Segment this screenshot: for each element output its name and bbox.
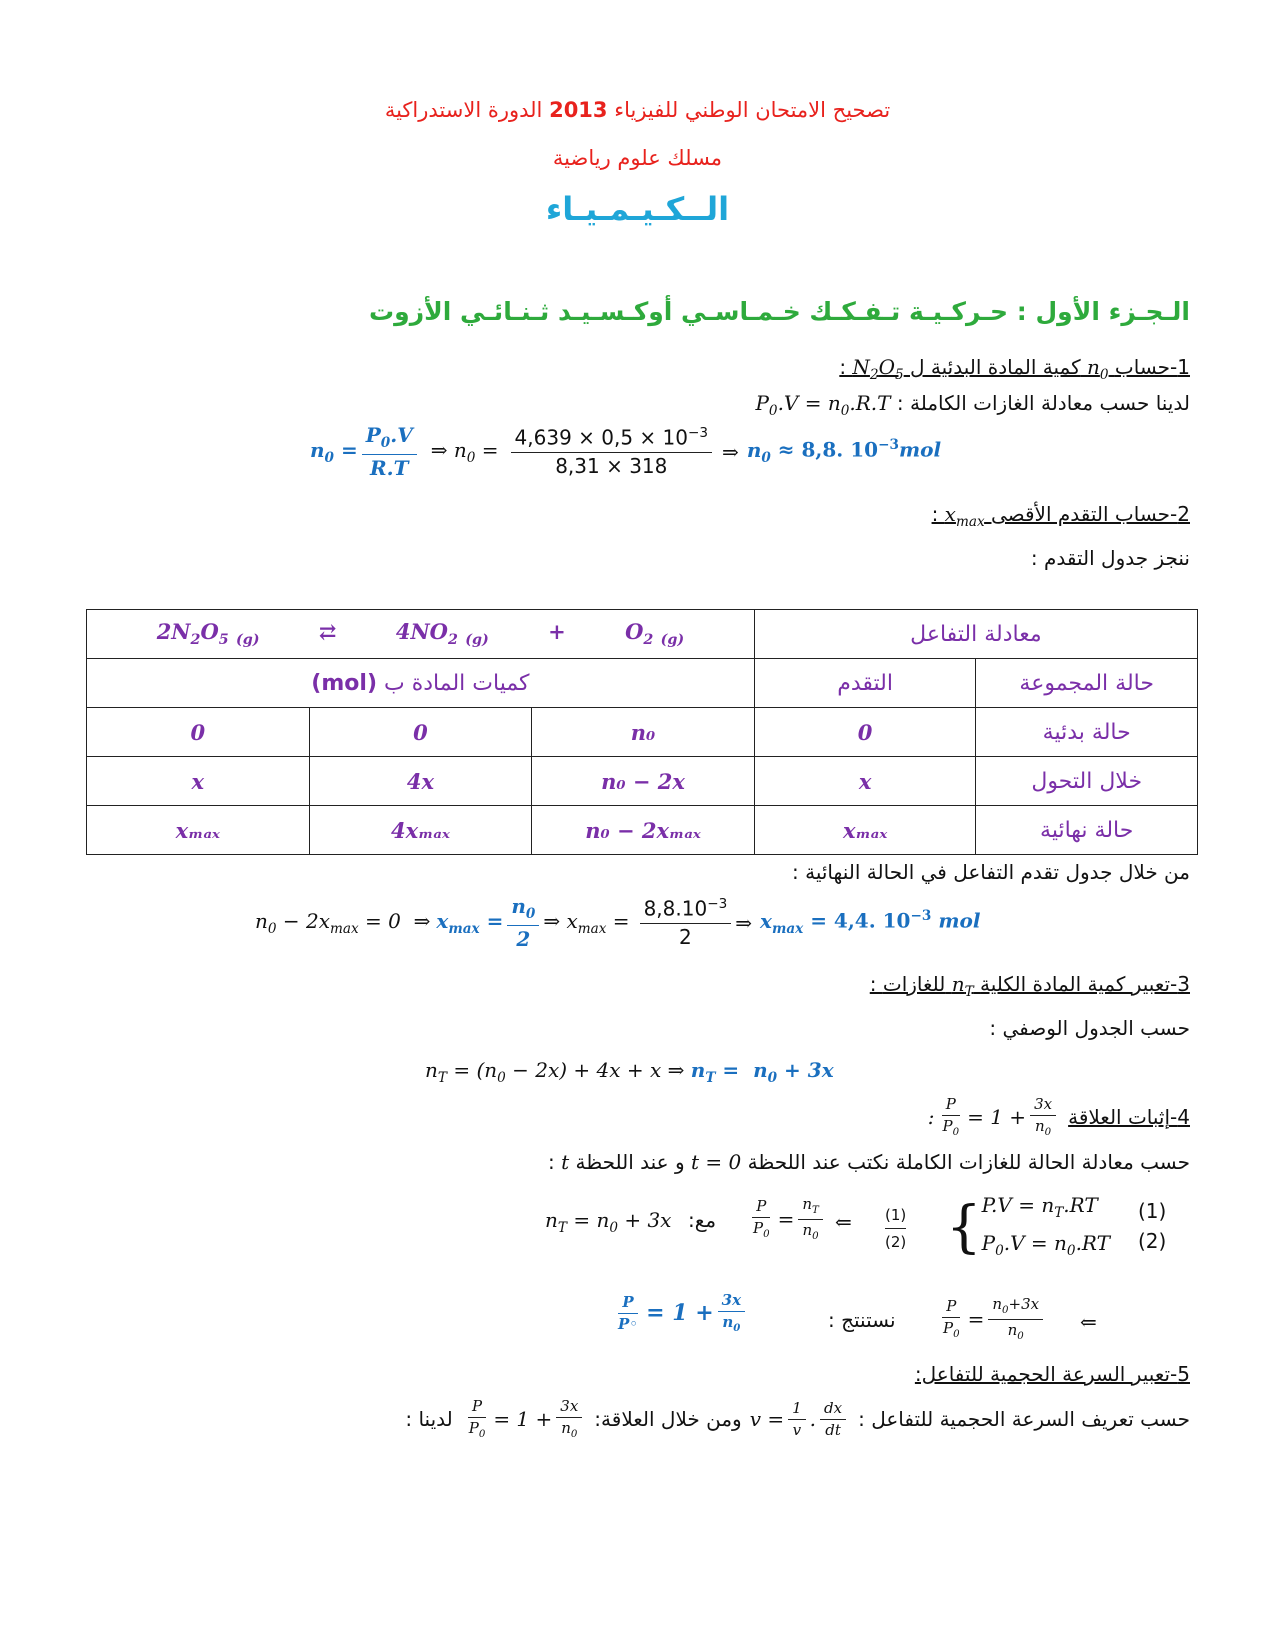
n0-result-exp: −3 bbox=[878, 437, 899, 454]
q1-heading: 1-حساب $n_0$ كمية المادة البدئية ل $N_2O_5$ : bbox=[839, 355, 1190, 383]
equation-cell: $2N_2O_5$ $_{(g)}$ ⇄ $4NO_2$ $_{(g)}$ + $O_2$ $_{(g)}$ bbox=[87, 610, 755, 659]
q1-intro: لدينا حسب معادلة الغازات الكاملة : bbox=[896, 391, 1190, 415]
ideal-gas-equation: $P_0.V = n_0.R.T$ bbox=[742, 391, 891, 419]
q2-intro: ننجز جدول التقدم : bbox=[1030, 546, 1190, 570]
title-part1: تصحيح الامتحان الوطني للفيزياء bbox=[614, 98, 891, 122]
xmax-symbol: $x_{max}$ bbox=[944, 502, 985, 530]
n0-formula-fraction: $\frac{P_0.V}{R.T}$ bbox=[362, 424, 417, 480]
title-part2: الدورة الاستدراكية bbox=[384, 98, 543, 122]
q1-heading-mid: كمية المادة البدئية ل bbox=[910, 355, 1081, 379]
subject-heading: الــكـيـمـيـاء bbox=[545, 190, 730, 228]
n0-result: $n_0 \approx 8,8$. $10^{-3}mol$ bbox=[746, 437, 942, 467]
gas-system: { $P.V = n_T.RT$ $P_0.V = n_0.RT$ bbox=[946, 1193, 1110, 1260]
q5-intro: حسب تعريف السرعة الحجمية للتفاعل : v = $\frac{1}{v}$ . $\frac{dx}{dt}$ ومن خلال العلاقة: $\frac{P}{P_0}$ = 1 + $\frac{3x}{n_0}$ لدينا : bbox=[405, 1397, 1190, 1441]
q3-intro: حسب الجدول الوصفي : bbox=[989, 1016, 1190, 1040]
table-row: 0 0 n₀ 0 حالة بدئية bbox=[87, 708, 1198, 757]
n0-numerator-exp: −3 bbox=[688, 424, 709, 441]
q4-relation: : $\frac{P}{P_0}$ = 1 + $\frac{3x}{n_0}$ bbox=[928, 1096, 1060, 1139]
document-title bbox=[0, 98, 1275, 122]
q1-heading-text: 1-حساب bbox=[1114, 355, 1190, 379]
q4-result: $\frac{P}{P◦}$ = 1 + $\frac{3x}{n_0}$ bbox=[610, 1292, 749, 1335]
nt-result: $n_T = n_0 + 3x$ bbox=[690, 1058, 834, 1086]
product-no2: $4NO_2$ $_{(g)}$ bbox=[395, 619, 489, 649]
n0-numeric-fraction bbox=[511, 426, 713, 478]
with-label: مع: bbox=[688, 1208, 717, 1232]
implies-n0: ⇒ $n_0$ = bbox=[430, 437, 499, 466]
q2-heading: 2-حساب التقدم الأقصى $x_{max}$ : bbox=[931, 502, 1190, 530]
q4-heading: 4-إثبات العلاقة : $\frac{P}{P_0}$ = 1 + $\frac{3x}{n_0}$ bbox=[927, 1095, 1190, 1139]
quantities-header bbox=[87, 659, 755, 708]
nt-formula: $n_T = (n_0 - 2x) + 4x + x$ ⇒ $n_T = n_0 + 3x$ bbox=[425, 1058, 834, 1086]
xmax-numeric-fraction: $\frac{8,8.10^{-3}}{2}$ bbox=[640, 897, 732, 949]
track-subtitle: مسلك علوم رياضية bbox=[552, 146, 723, 170]
pressure-ratio: $\frac{P}{P_0}$ = $\frac{n_T}{n_0}$ bbox=[745, 1196, 827, 1242]
q2-conclusion-intro: من خلال جدول تقدم التفاعل في الحالة النهائية : bbox=[792, 860, 1190, 884]
q4-intro: حسب معادلة الحالة للغازات الكاملة نكتب عند اللحظة t = 0 و عند اللحظة t : bbox=[547, 1150, 1190, 1174]
q2-heading-text: 2-حساب التقدم الأقصى bbox=[990, 502, 1190, 526]
reactant-n2o5: $2N_2O_5$ $_{(g)}$ bbox=[156, 619, 260, 649]
n0-result-value: 8,8. 10 bbox=[801, 438, 879, 463]
xmax-calculation: $n_0 - 2x_{max} = 0$ ⇒ $x_{max}$ = $\frac{n_0}{2}$ ⇒ $x_{max}$ = $\frac{8,8.10^{-3}}{2}$ ⇒ $x_{max} = 4,4$. $10^{-3}$ mol bbox=[255, 894, 981, 951]
conclude-label: نستنتج : bbox=[828, 1308, 896, 1332]
quantities-unit: (mol) bbox=[311, 670, 378, 696]
table-row-header bbox=[87, 659, 1198, 708]
q1-intro-line bbox=[743, 391, 1190, 419]
eq2-label: (2) bbox=[1138, 1229, 1167, 1253]
title-year: 2013 bbox=[549, 98, 608, 122]
q1-n2o5-symbol: $N_2O_5$ bbox=[852, 355, 904, 383]
table-row: xₘₐₓ 4xₘₐₓ n₀ − 2xₘₐₓ xₘₐₓ حالة نهائية bbox=[87, 806, 1198, 855]
state-header: حالة المجموعة bbox=[976, 659, 1198, 708]
quantities-label: كميات المادة ب bbox=[384, 670, 530, 696]
q3-heading: 3-تعبير كمية المادة الكلية $n_T$ للغازات : bbox=[869, 972, 1190, 1000]
equation-label-cell: معادلة التفاعل bbox=[754, 610, 1197, 659]
xmax-result: $x_{max} = 4,4$. $10^{-3}$ mol bbox=[760, 908, 981, 938]
q1-calculation: $n_0$ = $\frac{P_0.V}{R.T}$ ⇒ $n_0$ = $\frac{4,639 \times 0,5 \times 10^{-3}}{8,31 \times 318}$ ⇒ $n_0 \approx 8,8$. $10^{-3}mol$ bbox=[310, 423, 942, 480]
table-row-equation bbox=[87, 610, 1198, 659]
part1-title: الـجـزء الأول : حـركـيـة تـفـكـك خـمـاسـي أوكـسـيـد ثـنـائـي الأزوت bbox=[369, 297, 1190, 326]
equilibrium-arrows: ⇄ bbox=[318, 619, 337, 645]
q5-heading: 5-تعبير السرعة الحجمية للتفاعل: bbox=[914, 1362, 1190, 1386]
advance-header: التقدم bbox=[754, 659, 976, 708]
table-row: x 4x n₀ − 2x x خلال التحول bbox=[87, 757, 1198, 806]
advancement-table bbox=[86, 609, 1198, 855]
n0-formula-lhs: $n_0$ = bbox=[310, 437, 358, 466]
product-o2: $O_2$ $_{(g)}$ bbox=[625, 619, 685, 649]
eq1-label: (1) bbox=[1138, 1199, 1167, 1223]
n0-numerator: 4,639 × 0,5 × 10 bbox=[514, 425, 688, 450]
n0-result-unit: mol bbox=[898, 438, 942, 463]
xmax-formula-fraction: $\frac{n_0}{2}$ bbox=[507, 895, 539, 951]
n0-denominator: 8,31 × 318 bbox=[555, 453, 668, 478]
q1-n0-symbol: $n_0$ bbox=[1087, 355, 1109, 383]
